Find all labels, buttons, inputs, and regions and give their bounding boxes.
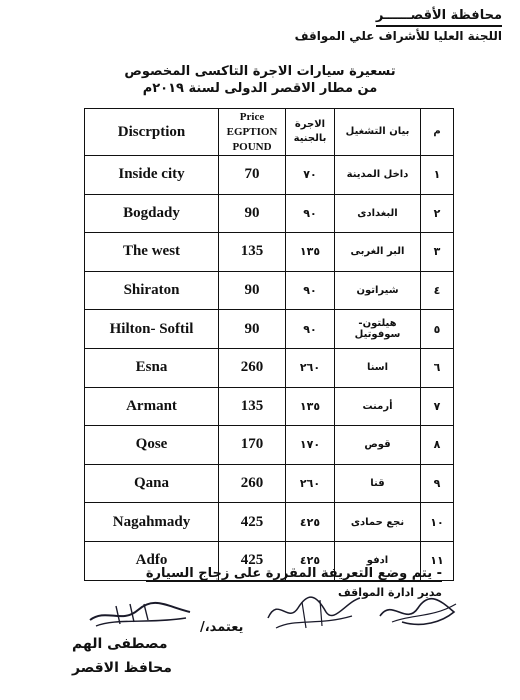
row-description: Qose (85, 426, 219, 465)
committee-signature (262, 588, 366, 634)
row-description: Qana (85, 464, 219, 503)
header-price-line3: POUND (232, 140, 272, 153)
manager-signature (372, 592, 462, 632)
row-price: 135 (219, 233, 286, 272)
row-operation: شيراتون (335, 271, 421, 310)
table-row (85, 426, 454, 465)
row-number: ٩ (421, 464, 454, 503)
row-number: ١١ (421, 541, 454, 580)
row-operation: داخل المدينة (335, 156, 421, 195)
table-header-row (85, 109, 454, 156)
row-description: Armant (85, 387, 219, 426)
row-fare-arabic: ٩٠ (286, 271, 335, 310)
row-description: Shiraton (85, 271, 219, 310)
document-header (295, 8, 502, 43)
table-row (85, 156, 454, 195)
parking-manager-label: مدير ادارة المواقف (337, 586, 442, 599)
row-description: Hilton- Softil (85, 310, 219, 349)
header-description: Discrption (85, 109, 219, 156)
row-price: 425 (219, 503, 286, 542)
row-number: ١٠ (421, 503, 454, 542)
row-description: Esna (85, 348, 219, 387)
approval-label: يعتمد،/ (200, 620, 244, 635)
row-description: Bogdady (85, 194, 219, 233)
governorate-label: محافظة الأقصــــــر (295, 8, 502, 27)
row-number: ٥ (421, 310, 454, 349)
row-fare-arabic: ٢٦٠ (286, 348, 335, 387)
header-price (219, 109, 286, 156)
row-price: 90 (219, 194, 286, 233)
header-price-line2: EGPTION (226, 125, 278, 138)
fare-table (84, 108, 454, 581)
header-operation: بيان التشغيل (335, 109, 421, 156)
row-fare-arabic: ٢٦٠ (286, 464, 335, 503)
row-operation: قنا (335, 464, 421, 503)
row-price: 260 (219, 348, 286, 387)
document-subtitle: من مطار الاقصر الدولى لسنة ٢٠١٩م (142, 81, 378, 96)
row-number: ٨ (421, 426, 454, 465)
header-fare-arabic (286, 109, 335, 156)
row-number: ٧ (421, 387, 454, 426)
table-row (85, 310, 454, 349)
row-operation: البر الغربى (335, 233, 421, 272)
table-row (85, 194, 454, 233)
row-fare-arabic: ١٧٠ (286, 426, 335, 465)
row-fare-arabic: ٧٠ (286, 156, 335, 195)
row-operation: قوص (335, 426, 421, 465)
windshield-note: - يتم وضع التعريفة المقررة على زجاج السيارة (145, 566, 442, 581)
row-operation: هيلتون- سوفوتيل (335, 310, 421, 349)
header-price-line1: Price (239, 110, 265, 123)
row-price: 70 (219, 156, 286, 195)
table-row (85, 348, 454, 387)
row-description: Adfo (85, 541, 219, 580)
row-number: ١ (421, 156, 454, 195)
row-operation: ادفو (335, 541, 421, 580)
row-fare-arabic: ٩٠ (286, 310, 335, 349)
header-fare-arabic-line2: بالجنية (293, 133, 327, 144)
row-description: Inside city (85, 156, 219, 195)
governor-name: مصطفى الهم (72, 636, 168, 652)
row-price: 260 (219, 464, 286, 503)
row-fare-arabic: ١٣٥ (286, 387, 335, 426)
row-number: ٣ (421, 233, 454, 272)
document-title: تسعيرة سيارات الاجرة التاكسى المخصوص (124, 64, 396, 79)
table-row (85, 387, 454, 426)
row-fare-arabic: ٤٢٥ (286, 503, 335, 542)
row-number: ٦ (421, 348, 454, 387)
row-fare-arabic: ١٣٥ (286, 233, 335, 272)
header-number: م (421, 109, 454, 156)
row-price: 90 (219, 271, 286, 310)
row-description: Nagahmady (85, 503, 219, 542)
row-number: ٢ (421, 194, 454, 233)
governor-title: محافظ الاقصر (72, 660, 172, 676)
row-description: The west (85, 233, 219, 272)
row-number: ٤ (421, 271, 454, 310)
row-operation: أرمنت (335, 387, 421, 426)
table-row (85, 233, 454, 272)
committee-label: اللجنة العليا للأشراف علي المواقف (294, 29, 502, 43)
row-fare-arabic: ٩٠ (286, 194, 335, 233)
table-row (85, 464, 454, 503)
governor-signature (86, 598, 194, 634)
row-fare-arabic: ٤٢٥ (286, 541, 335, 580)
table-row (85, 271, 454, 310)
row-operation: اسنا (335, 348, 421, 387)
row-operation: نجع حمادى (335, 503, 421, 542)
row-operation: البغدادى (335, 194, 421, 233)
row-price: 170 (219, 426, 286, 465)
row-price: 135 (219, 387, 286, 426)
row-price: 425 (219, 541, 286, 580)
table-row (85, 503, 454, 542)
row-price: 90 (219, 310, 286, 349)
header-fare-arabic-line1: الاجرة (294, 119, 326, 130)
